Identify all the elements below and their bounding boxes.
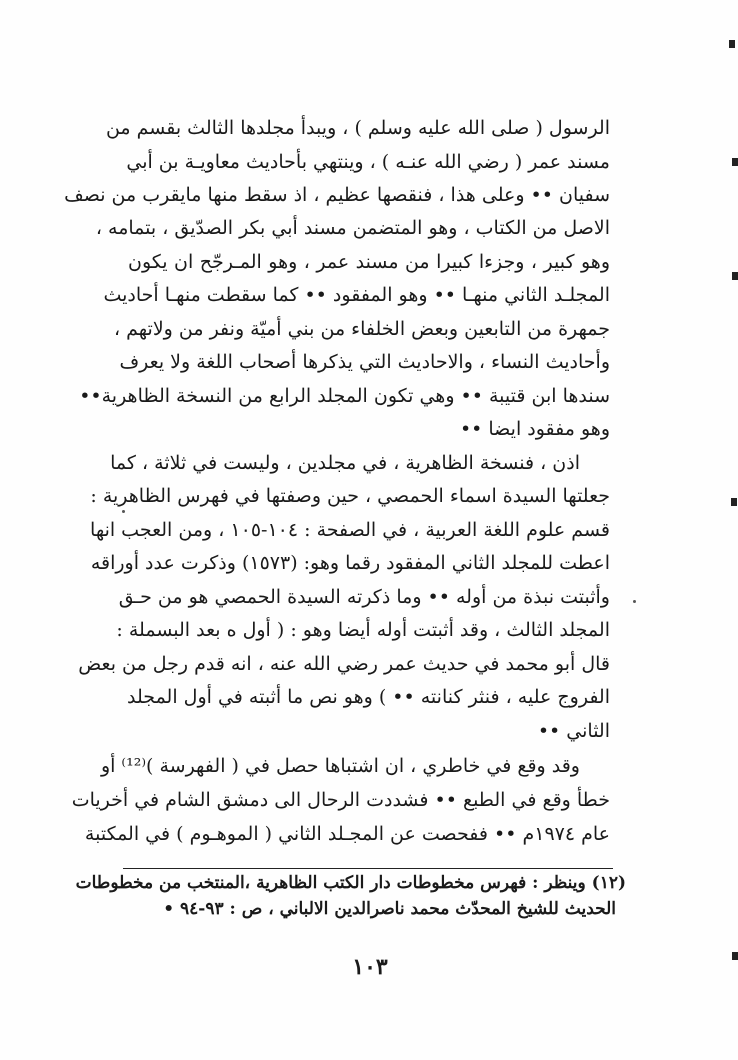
body-line: الاصل من الكتاب ، وهو المتضمن مسند أبي بكر الصدّيق ، بتمامه ، (95, 217, 610, 239)
body-line: وأحاديث النساء ، والاحاديث التي يذكرها أصحاب اللغة ولا يعرف (119, 351, 610, 373)
footnote-divider (123, 868, 613, 869)
edge-mark (732, 952, 738, 960)
scan-speck (122, 510, 125, 513)
body-line: اعطت للمجلد الثاني المفقود رقما وهو: (١٥٧٣) وذكرت عدد أوراقه (90, 552, 610, 574)
page-number: ١٠٣ (352, 954, 388, 980)
body-line: وهو مفقود ايضا •• (459, 418, 610, 440)
body-line: الثاني •• (537, 720, 610, 742)
body-line: وأثبتت نبذة من أوله •• وما ذكرته السيدة الحمصي هو من حـق (118, 586, 610, 608)
body-line: المجلـد الثاني منهـا •• وهو المفقود •• كما سقطت منهـا أحاديث (103, 284, 610, 306)
body-line: اذن ، فنسخة الظاهرية ، في مجلدين ، وليست في ثلاثة ، كما (110, 452, 580, 474)
body-line: وهو كبير ، وجزءا كبيرا من مسند عمر ، وهو المـرجّح ان يكون (128, 251, 610, 273)
body-line: وقد وقع في خاطري ، ان اشتباها حصل في ( الفهرسة )⁽¹²⁾ أو (100, 755, 580, 777)
body-line: المجلد الثالث ، وقد أثبتت أوله أيضا وهو : ( أول ه بعد البسملة : (116, 619, 610, 641)
body-line: سندها ابن قتيبة •• وهي تكون المجلد الرابع من النسخة الظاهرية•• (79, 385, 610, 407)
body-line: عام ١٩٧٤م •• ففحصت عن المجـلد الثاني ( الموهـوم ) في المكتبة (84, 823, 610, 845)
footnote (75, 872, 626, 894)
body-line: جمهرة من التابعين وبعض الخلفاء من بني أميّة ونفر من ولاتهم ، (113, 318, 610, 340)
body-line: خطأ وقع في الطبع •• فشددت الرحال الى دمشق الشام في أخريات (71, 789, 610, 811)
edge-mark (731, 498, 737, 506)
body-line: سفيان •• وعلى هذا ، فنقصها عظيم ، اذ سقط منها مايقرب من نصف (64, 184, 610, 206)
footnote-line-2: الحديث للشيخ المحدّث محمد ناصرالدين الالباني ، ص : ٩٣-٩٤ • (163, 899, 616, 919)
body-line: قسم علوم اللغة العربية ، في الصفحة : ١٠٤-١٠٥ ، ومن العجب انها (90, 519, 610, 541)
edge-mark (732, 272, 738, 280)
body-line: الفروج عليه ، فنثر كنانته •• ) وهو نص ما أثبته في أول المجلد (127, 686, 610, 708)
body-line: قال أبو محمد في حديث عمر رضي الله عنه ، انه قدم رجل من بعض (78, 653, 610, 675)
edge-mark (732, 158, 738, 166)
body-line: جعلتها السيدة اسماء الحمصي ، حين وصفتها في فهرس الظاهرية : (90, 485, 610, 507)
footnote-line-1: وينظر : فهرس مخطوطات دار الكتب الظاهرية ،المنتخب من مخطوطات (75, 873, 586, 893)
body-line: الرسول ( صلى الله عليه وسلم ) ، ويبدأ مجلدها الثالث بقسم من (105, 117, 610, 139)
scan-speck (633, 600, 636, 603)
footnote-number: (١٢) (591, 873, 626, 893)
edge-mark (729, 40, 735, 48)
body-line: مسند عمر ( رضي الله عنـه ) ، وينتهي بأحاديث معاويـة بن أبي (126, 151, 610, 173)
